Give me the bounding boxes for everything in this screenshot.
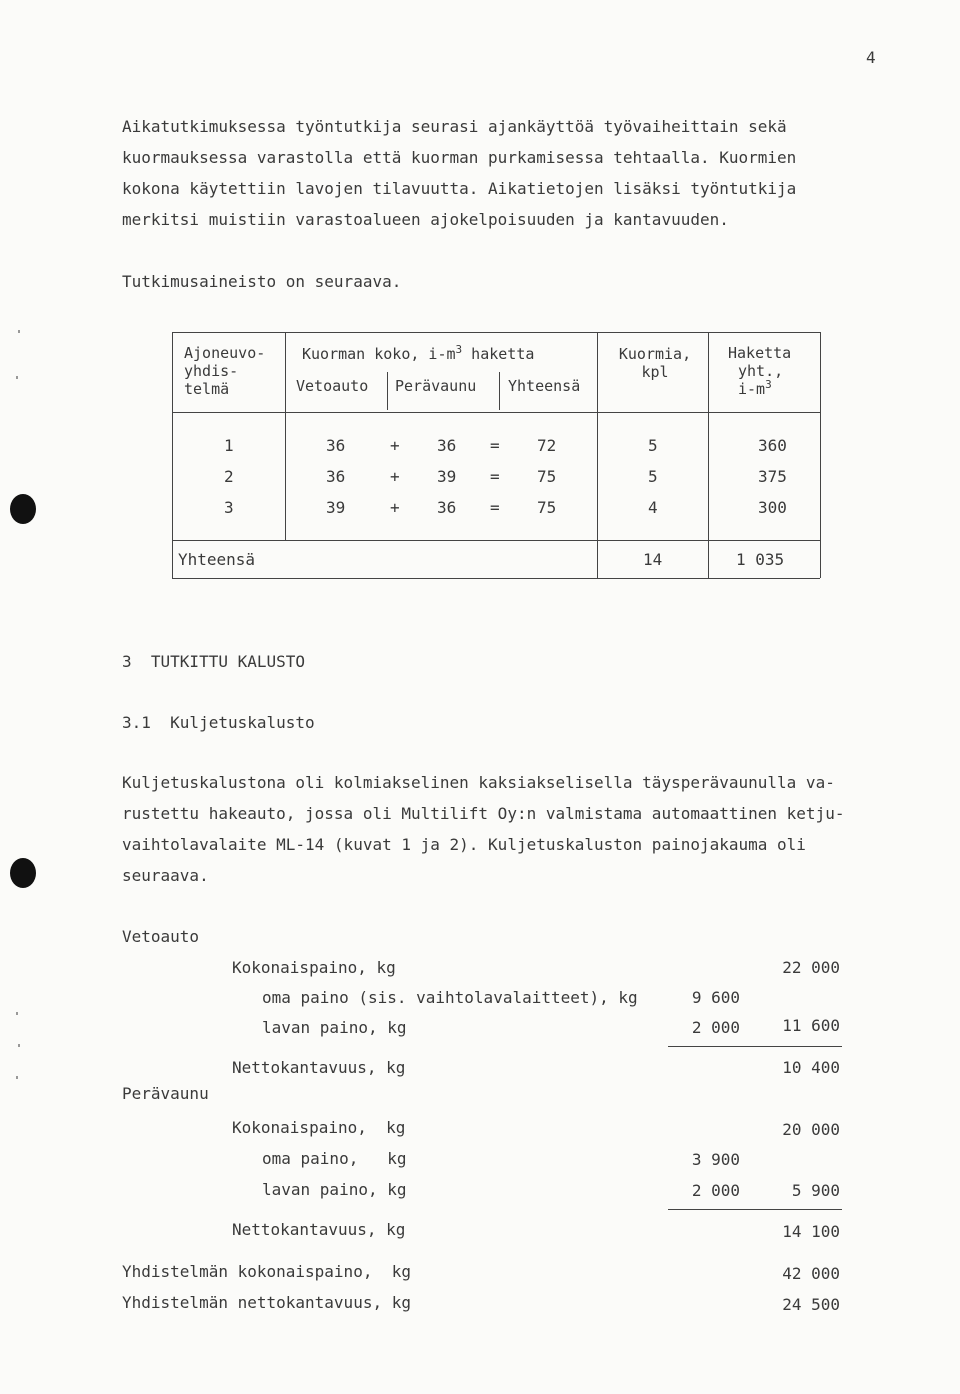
row-1-peravaunu: 36	[437, 436, 457, 455]
header-peravaunu: Perävaunu	[395, 377, 477, 395]
row-3-vetoauto: 39	[326, 498, 346, 517]
total-kuormia: 14	[643, 550, 663, 569]
row-3-id: 3	[224, 498, 234, 517]
scan-speck	[16, 1012, 18, 1015]
row-1-eq: =	[490, 436, 500, 455]
header-ajoneuvo-2: yhdis-	[184, 362, 239, 380]
header-haketta-1: Haketta	[728, 344, 792, 362]
p-oma-label: oma paino, kg	[262, 1149, 407, 1168]
p-lavan-sum: 5 900	[791, 1181, 840, 1200]
peravaunu-label: Perävaunu	[122, 1084, 209, 1103]
binding-hole	[10, 494, 36, 524]
v-netto-label: Nettokantavuus, kg	[232, 1058, 406, 1077]
p-lavan-value: 2 000	[691, 1181, 740, 1200]
scan-speck	[16, 376, 18, 379]
section-heading: 3 TUTKITTU KALUSTO	[122, 652, 306, 671]
body-line-1: Kuljetuskalustona oli kolmiakselinen kaksiakselisella täysperävaunulla va-	[122, 773, 835, 792]
header-ajoneuvo-3: telmä	[184, 380, 230, 398]
row-2-haketta: 375	[758, 467, 787, 486]
v-lavan-sum: 11 600	[782, 1016, 840, 1035]
row-2-kuormia: 5	[648, 467, 658, 486]
header-vetoauto: Vetoauto	[296, 377, 369, 395]
v-kokonaispaino-label: Kokonaispaino, kg	[232, 958, 396, 977]
row-1-id: 1	[224, 436, 234, 455]
header-haketta-3: $i-m^3$	[738, 378, 772, 398]
row-2-peravaunu: 39	[437, 467, 457, 486]
scan-speck	[18, 330, 20, 333]
y-netto-value: 24 500	[782, 1295, 840, 1314]
y-netto-label: Yhdistelmän nettokantavuus, kg	[122, 1293, 411, 1312]
row-1-vetoauto: 36	[326, 436, 346, 455]
intro-line-2: kuormauksessa varastolla että kuorman purkamisessa tehtaalla. Kuormien	[122, 148, 797, 167]
scan-speck	[16, 1076, 18, 1079]
v-kokonaispaino-value: 22 000	[782, 958, 840, 977]
p-netto-label: Nettokantavuus, kg	[232, 1220, 406, 1239]
p-oma-value: 3 900	[691, 1150, 740, 1169]
intro-tail: Tutkimusaineisto on seuraava.	[122, 272, 402, 291]
p-lavan-label: lavan paino, kg	[262, 1180, 407, 1199]
v-lavan-value: 2 000	[691, 1018, 740, 1037]
row-1-kuormia: 5	[648, 436, 658, 455]
body-line-3: vaihtolavalaite ML-14 (kuvat 1 ja 2). Kuljetuskaluston painojakauma oli	[122, 835, 806, 854]
vetoauto-label: Vetoauto	[122, 927, 200, 946]
p-netto-value: 14 100	[782, 1222, 840, 1241]
y-kokonaispaino-value: 42 000	[782, 1264, 840, 1283]
v-oma-value: 9 600	[691, 988, 740, 1007]
row-1-plus: +	[390, 436, 400, 455]
header-ajoneuvo-1: Ajoneuvo-	[184, 344, 266, 362]
v-oma-label: oma paino (sis. vaihtolavalaitteet), kg	[262, 988, 638, 1007]
subsection-heading: 3.1 Kuljetuskalusto	[122, 713, 315, 732]
v-netto-value: 10 400	[782, 1058, 840, 1077]
binding-hole	[10, 858, 36, 888]
p-kokonaispaino-label: Kokonaispaino, kg	[232, 1118, 406, 1137]
header-yhteensa: Yhteensä	[508, 377, 581, 395]
header-haketta-2: yht.,	[738, 362, 784, 380]
v-lavan-label: lavan paino, kg	[262, 1018, 407, 1037]
header-kuormia-2: kpl	[641, 363, 669, 381]
row-2-plus: +	[390, 467, 400, 486]
body-line-2: rustettu hakeauto, jossa oli Multilift Oy:n valmistama automaattinen ketju-	[122, 804, 845, 823]
row-2-vetoauto: 36	[326, 467, 346, 486]
intro-line-3: kokona käytettiin lavojen tilavuutta. Aikatietojen lisäksi työntutkija	[122, 179, 797, 198]
body-line-4: seuraava.	[122, 866, 209, 885]
row-1-sum: 72	[537, 436, 557, 455]
total-haketta: 1 035	[736, 550, 785, 569]
row-2-sum: 75	[537, 467, 557, 486]
page-number: 4	[866, 48, 876, 67]
scan-speck	[18, 1044, 20, 1047]
row-3-peravaunu: 36	[437, 498, 457, 517]
intro-line-4: merkitsi muistiin varastoalueen ajokelpoisuuden ja kantavuuden.	[122, 210, 729, 229]
total-label: Yhteensä	[178, 550, 256, 569]
intro-line-1: Aikatutkimuksessa työntutkija seurasi ajankäyttöä työvaiheittain sekä	[122, 117, 787, 136]
p-kokonaispaino-value: 20 000	[782, 1120, 840, 1139]
row-3-haketta: 300	[758, 498, 787, 517]
row-3-eq: =	[490, 498, 500, 517]
row-2-eq: =	[490, 467, 500, 486]
row-3-plus: +	[390, 498, 400, 517]
row-1-haketta: 360	[758, 436, 787, 455]
row-2-id: 2	[224, 467, 234, 486]
y-kokonaispaino-label: Yhdistelmän kokonaispaino, kg	[122, 1262, 411, 1281]
header-kuorman-koko: Kuorman koko, $i-m^3$ haketta	[302, 343, 535, 363]
header-kuormia-1: Kuormia,	[618, 345, 692, 363]
row-3-sum: 75	[537, 498, 557, 517]
row-3-kuormia: 4	[648, 498, 658, 517]
